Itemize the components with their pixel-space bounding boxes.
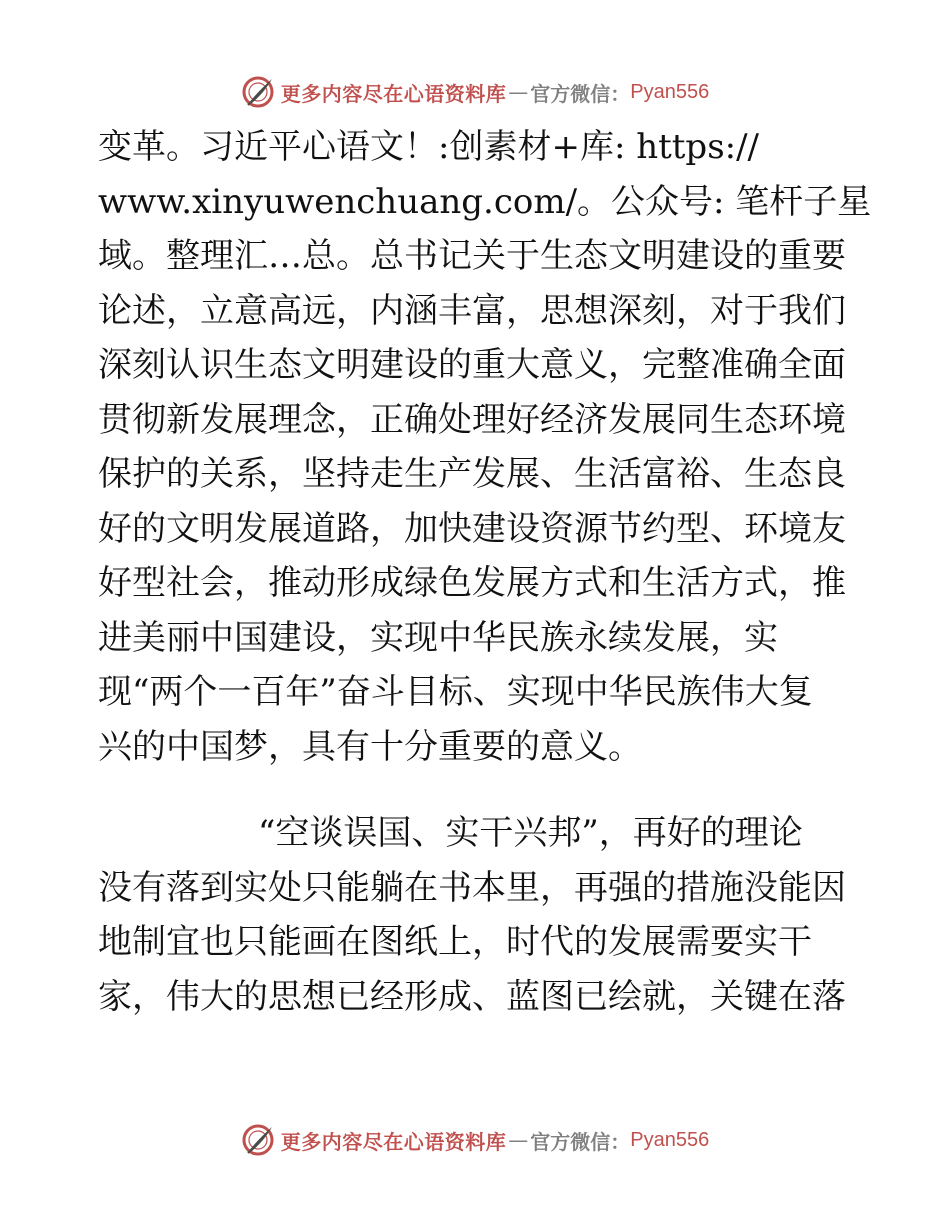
text-line: 进美丽中国建设，实现中华民族永续发展，实 bbox=[98, 617, 778, 658]
text-line: 好型社会，推动形成绿色发展方式和生活方式，推 bbox=[98, 563, 846, 603]
banner-separator: — bbox=[508, 1128, 529, 1152]
feather-pen-logo-icon bbox=[241, 1123, 275, 1157]
text-line: 保护的关系，坚持走生产发展、生活富裕、生态良 bbox=[98, 454, 846, 494]
text-line: 变革。习近平心语文！:创素材+库: https:// bbox=[98, 127, 760, 167]
header-banner bbox=[0, 72, 950, 112]
paragraph-1 bbox=[98, 120, 872, 774]
banner-wechat-id: Pyan556 bbox=[630, 1128, 710, 1151]
text-line: 现“两个一百年”奋斗目标、实现中华民族伟大复 bbox=[98, 672, 813, 712]
banner-wechat-label: 官方微信： bbox=[530, 81, 631, 106]
text-line: 地制宜也只能画在图纸上，时代的发展需要实干 bbox=[98, 922, 812, 962]
feather-pen-logo-icon bbox=[241, 75, 275, 109]
banner-text: 更多内容尽在心语资料库 bbox=[280, 1129, 507, 1154]
text-line: “空谈误国、实干兴邦”，再好的理论 bbox=[258, 813, 803, 853]
text-line: 兴的中国梦，具有十分重要的意义。 bbox=[98, 726, 642, 767]
text-line: 贯彻新发展理念，正确处理好经济发展同生态环境 bbox=[98, 399, 846, 440]
text-line: 深刻认识生态文明建设的重大意义，完整准确全面 bbox=[98, 345, 846, 385]
banner-wechat-id: Pyan556 bbox=[630, 80, 710, 103]
text-line: 论述，立意高远，内涵丰富，思想深刻，对于我们 bbox=[98, 290, 846, 331]
text-line: 域。整理汇…总。总书记关于生态文明建设的重要 bbox=[98, 236, 846, 276]
paragraph-2 bbox=[98, 806, 858, 1024]
paragraph-gap bbox=[98, 774, 858, 806]
text-line: www.xinyuwenchuang.com/。公众号: 笔杆子星 bbox=[98, 181, 872, 222]
text-line: 没有落到实处只能躺在书本里，再强的措施没能因 bbox=[98, 867, 846, 908]
footer-banner bbox=[0, 1120, 950, 1160]
banner-separator: — bbox=[508, 80, 529, 104]
text-line: 好的文明发展道路，加快建设资源节约型、环境友 bbox=[98, 508, 846, 549]
banner-wechat-label: 官方微信： bbox=[530, 1129, 631, 1154]
banner-text: 更多内容尽在心语资料库 bbox=[280, 81, 507, 106]
text-line: 家，伟大的思想已经形成、蓝图已绘就，关键在落 bbox=[98, 976, 846, 1017]
document-body bbox=[98, 120, 872, 1024]
